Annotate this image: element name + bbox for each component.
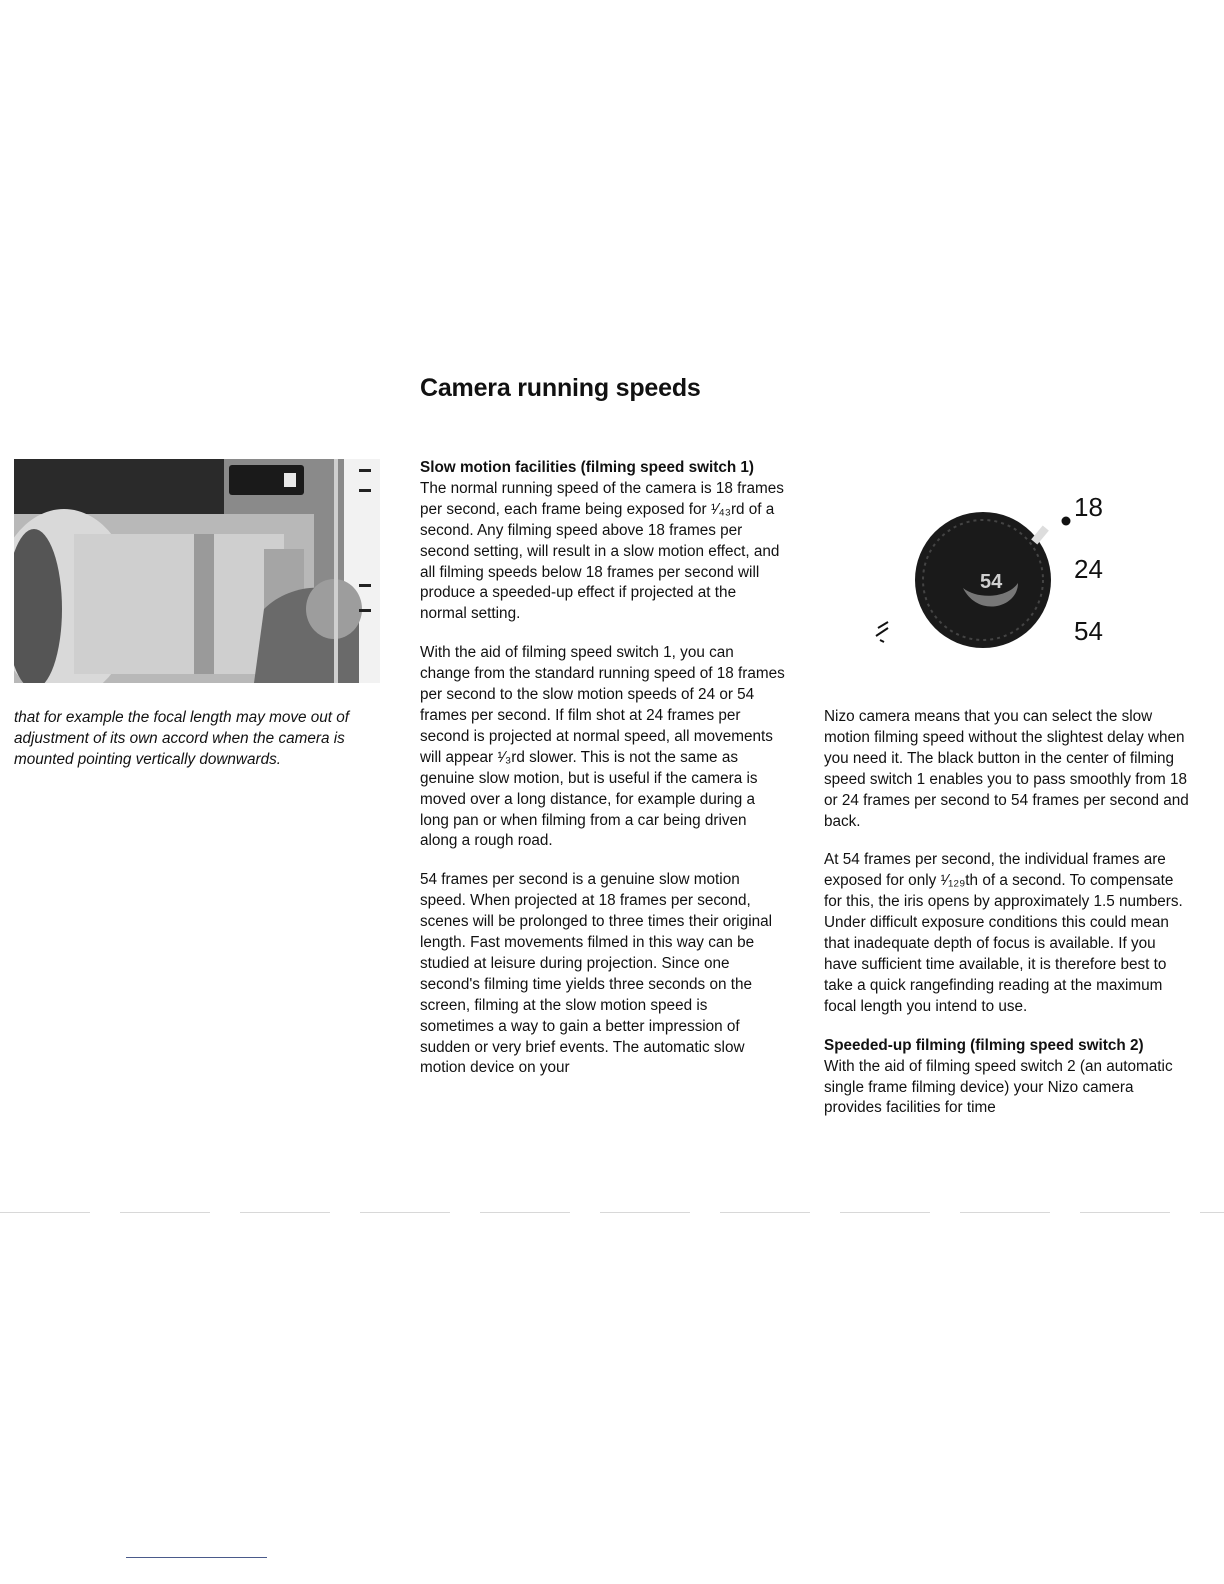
paragraph: At 54 frames per second, the individual frames are exposed for only ¹⁄₁₂₉th of a second. To compensate for this, the iris opens by approximately 1.5 numbers. Under difficult exposure conditions this could mean that inadequate depth of focus is available. If you have sufficient time available, it is therefore best to take a quick rangefinding reading at the maximum focal length you intend to use.: [824, 851, 1183, 1015]
dial-label-24: 24: [1074, 554, 1103, 584]
section-heading-slow-motion: Slow motion facilities (filming speed switch 1): [420, 459, 755, 476]
filming-speed-dial-illustration: [868, 488, 1118, 658]
section-heading-speeded-up: Speeded-up filming (filming speed switch 2): [824, 1036, 1144, 1054]
dial-label-54: 54: [1074, 616, 1103, 646]
paragraph: Nizo camera means that you can select the slow motion filming speed without the slightest delay when you need it. The black button in the center of filming speed switch 1 enables you to pass smoothly from 18 or 24 frames per second to 54 frames per second and back.: [824, 708, 1189, 830]
page-title: Camera running speeds: [420, 374, 701, 402]
paragraph: With the aid of filming speed switch 2 (an automatic single frame filming device) your Nizo camera provides facilities for time: [824, 1057, 1173, 1117]
footnote-line: [126, 1557, 267, 1558]
text-column-left: [420, 458, 785, 1079]
photo-caption: that for example the focal length may move out of adjustment of its own accord when the camera is mounted pointing vertically downwards.: [14, 709, 350, 768]
paragraph: 54 frames per second is a genuine slow motion speed. When projected at 18 frames per second, scenes will be prolonged to three times their original length. Fast movements filmed in this way can be studied at leisure during projection. Since one second's filming time yields three seconds on the screen, filming at the slow motion speed is sometimes a way to gain a better impression of sudden or very brief events. The automatic slow motion device on your: [420, 871, 773, 1077]
camera-lens-photo: [14, 459, 380, 683]
dial-label-18: 18: [1074, 492, 1103, 522]
page-divider: [0, 1212, 1224, 1213]
dial-center-label: 54: [980, 571, 1003, 593]
text-column-right: [824, 707, 1190, 1119]
paragraph: With the aid of filming speed switch 1, you can change from the standard running speed of 18 frames per second to the slow motion speeds of 24 or 54 frames per second. If film shot at 24 frames per second is projected at normal speed, all movements will appear ¹⁄₃rd slower. This is not the same as genuine slow motion, but is useful if the camera is moved over a long distance, for example during a long pan or when filming from a car being driven along a rough road.: [420, 644, 785, 850]
paragraph: The normal running speed of the camera is 18 frames per second, each frame being exposed for ¹⁄₄₃rd of a second. Any filming speed above 18 frames per second setting, will result in a slow motion effect, and all filming speeds below 18 frames per second will produce a speeded-up effect if projected at the normal setting.: [420, 479, 784, 623]
